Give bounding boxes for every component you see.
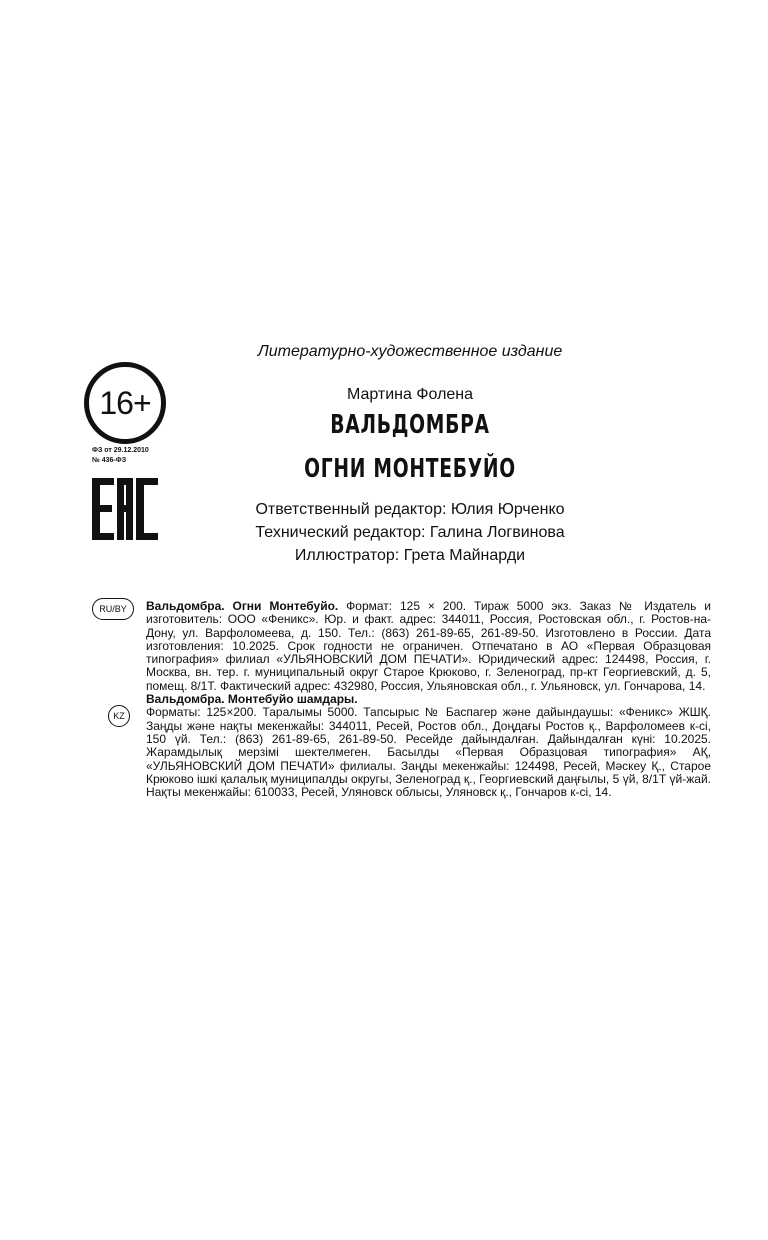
imprint-ru	[146, 600, 711, 693]
imprint-ru-text: Формат: 125 × 200. Тираж 5000 экз. Заказ № Издатель и изготовитель: ООО «Феникс». Юр. и факт. адрес: 344011, Россия, Ростовская обл., г. Ростов-на-Дону, ул. Варфоломеева, д. 150. Тел.: (863) 261-89-65, 261-89-50. Изготовлено в России. Дата изготовления: 10.2025. Срок годности не ограничен. Отпечатано в АО «Первая Образцовая типография» филиал «УЛЬЯНОВСКИЙ ДОМ ПЕЧАТИ». Юридический адрес: 124498, Россия, г. Москва, вн. тер. г. муниципальный округ Старое Крюково, г. Зеленоград, пр-кт Георгиевский, д. 5, помещ. 8/1Т. Фактический адрес: 432980, Россия, Ульяновская обл., г. Ульяновск, ул. Гончарова, 14.	[146, 599, 711, 693]
kz-mark: KZ	[108, 705, 130, 727]
imprint-ru-heading: Вальдомбра. Огни Монтебуйо.	[146, 599, 339, 613]
credit-line: Технический редактор: Галина Логвинова	[255, 524, 565, 541]
ru-by-mark: RU/BY	[92, 598, 134, 620]
credit-line: Ответственный редактор: Юлия Юрченко	[255, 501, 565, 518]
genre-label: Литературно-художественное издание	[257, 343, 563, 360]
credit-line: Иллюстратор: Грета Майнарди	[294, 547, 526, 564]
imprint-kz-heading: Вальдомбра. Монтебуйо шамдары.	[146, 692, 358, 707]
imprint-block	[146, 600, 711, 799]
eac-icon	[92, 478, 158, 540]
imprint-kz	[146, 693, 711, 799]
age-rating-badge	[84, 362, 166, 444]
law-reference-line: ФЗ от 29.12.2010	[92, 447, 149, 454]
imprint-kz-text: Форматы: 125×200. Таралымы 5000. Тапсырыс № Баспагер және дайындаушы: «Феникс» ЖШҚ. Заңды және нақты мекенжайы: 344011, Ресей, Ростов обл., Доңдағы Ростов қ., Варфоломеев к-сі, 150 үй. Тел.: (863) 261-89-65, 261-89-50. Ресейде дайындалған. Дайындалған күні: 10.2025. Жарамдылық мерзімі шектелмеген. Басылды «Первая Образцовая типография» АҚ, «УЛЬЯНОВСКИЙ ДОМ ПЕЧАТИ» филиалы. Заңды мекенжайы: 124498, Ресей, Мәскеу Қ., Старое Крюково ішкі қалалық муниципалды округы, Зеленоград қ., Георгиевский даңғылы, 5 үй, 8/1Т үй-жай. Нақты мекенжайы: 610033, Ресей, Уляновск облысы, Уляновск қ., Гончаров к-сі, 14.	[146, 705, 711, 800]
book-title: ВАЛЬДОМБРА	[330, 410, 490, 440]
age-rating-text: 16+	[99, 384, 151, 421]
law-reference	[92, 446, 149, 466]
book-subtitle: ОГНИ МОНТЕБУЙО	[304, 454, 516, 484]
author-name: Мартина Фолена	[346, 386, 474, 403]
credits	[200, 498, 620, 567]
law-reference-line: № 436-ФЗ	[92, 457, 127, 464]
